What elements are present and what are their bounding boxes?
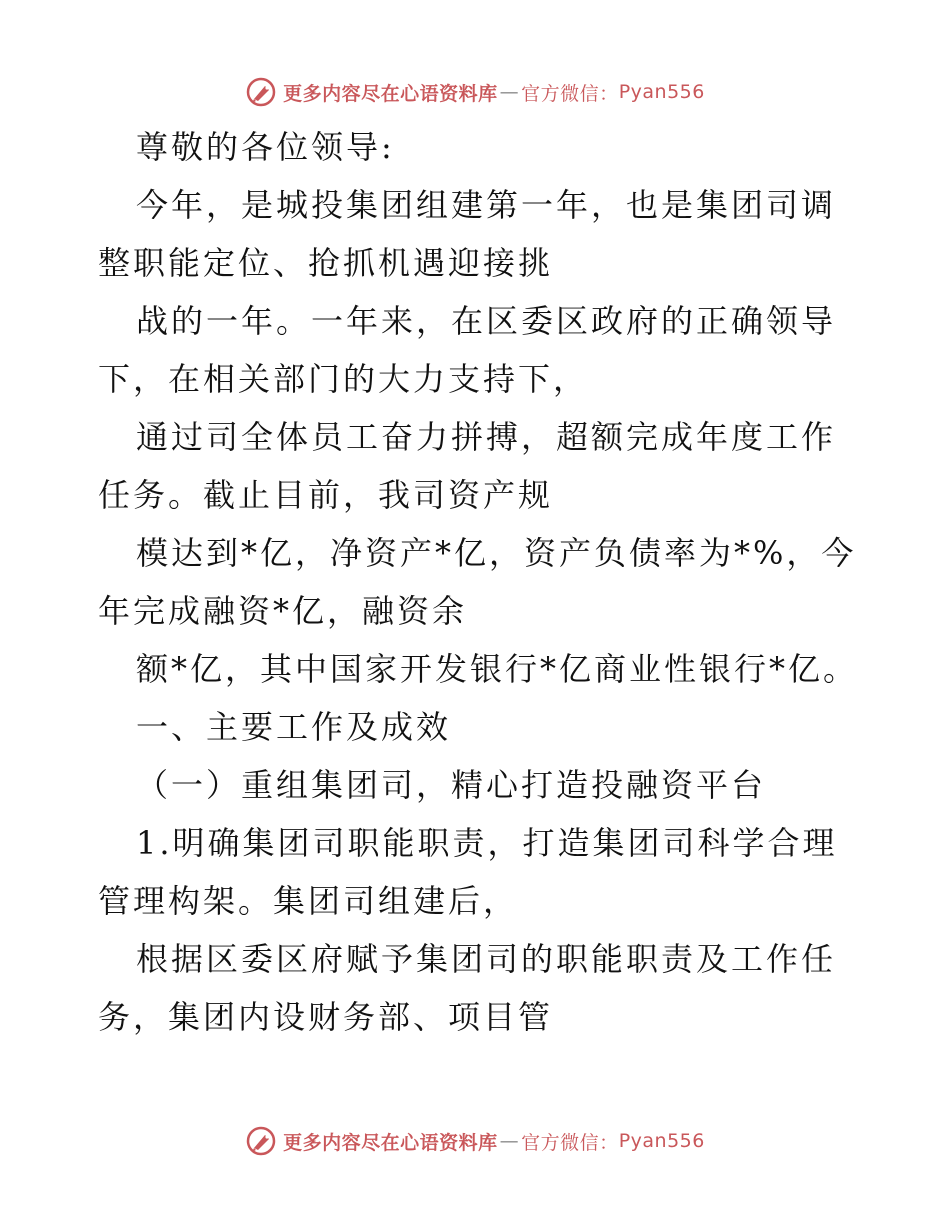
paragraph: 1.明确集团司职能职责，打造集团司科学合理管理构架。集团司组建后，: [98, 824, 838, 920]
paragraph: 今年，是城投集团组建第一年，也是集团司调整职能定位、抢抓机遇迎接挑: [98, 186, 837, 282]
watermark-account: Pyan556: [618, 1130, 705, 1152]
section-heading: 一、主要工作及成效: [136, 708, 452, 746]
paragraph: 根据区委区府赋予集团司的职能职责及工作任务，集团内设财务部、项目管: [98, 940, 837, 1036]
pen-nib-logo-icon: [245, 76, 277, 108]
subsection-heading: （一）重组集团司，精心打造投融资平台: [136, 766, 767, 804]
paragraph: 战的一年。一年来，在区委区政府的正确领导下，在相关部门的大力支持下，: [98, 302, 837, 398]
paragraph: 模达到*亿，净资产*亿，资产负债率为*%，今年完成融资*亿，融资余: [98, 534, 857, 630]
watermark-header: [0, 72, 950, 112]
watermark-footer: [0, 1121, 950, 1161]
watermark-official-label: 官方微信：: [521, 82, 619, 105]
watermark-account: Pyan556: [618, 81, 705, 103]
paragraph: 通过司全体员工奋力拼搏，超额完成年度工作任务。截止目前，我司资产规: [98, 418, 837, 514]
watermark-separator: —: [499, 81, 520, 103]
watermark-brand: 更多内容尽在心语资料库: [283, 82, 498, 105]
watermark-brand: 更多内容尽在心语资料库: [283, 1131, 498, 1154]
pen-nib-logo-icon: [245, 1125, 277, 1157]
watermark-separator: —: [499, 1130, 520, 1152]
watermark-official-label: 官方微信：: [521, 1131, 619, 1154]
document-body: [98, 118, 858, 1046]
paragraph: 额*亿，其中国家开发银行*亿商业性银行*亿。: [136, 650, 859, 688]
paragraph: 尊敬的各位领导:: [136, 128, 395, 166]
